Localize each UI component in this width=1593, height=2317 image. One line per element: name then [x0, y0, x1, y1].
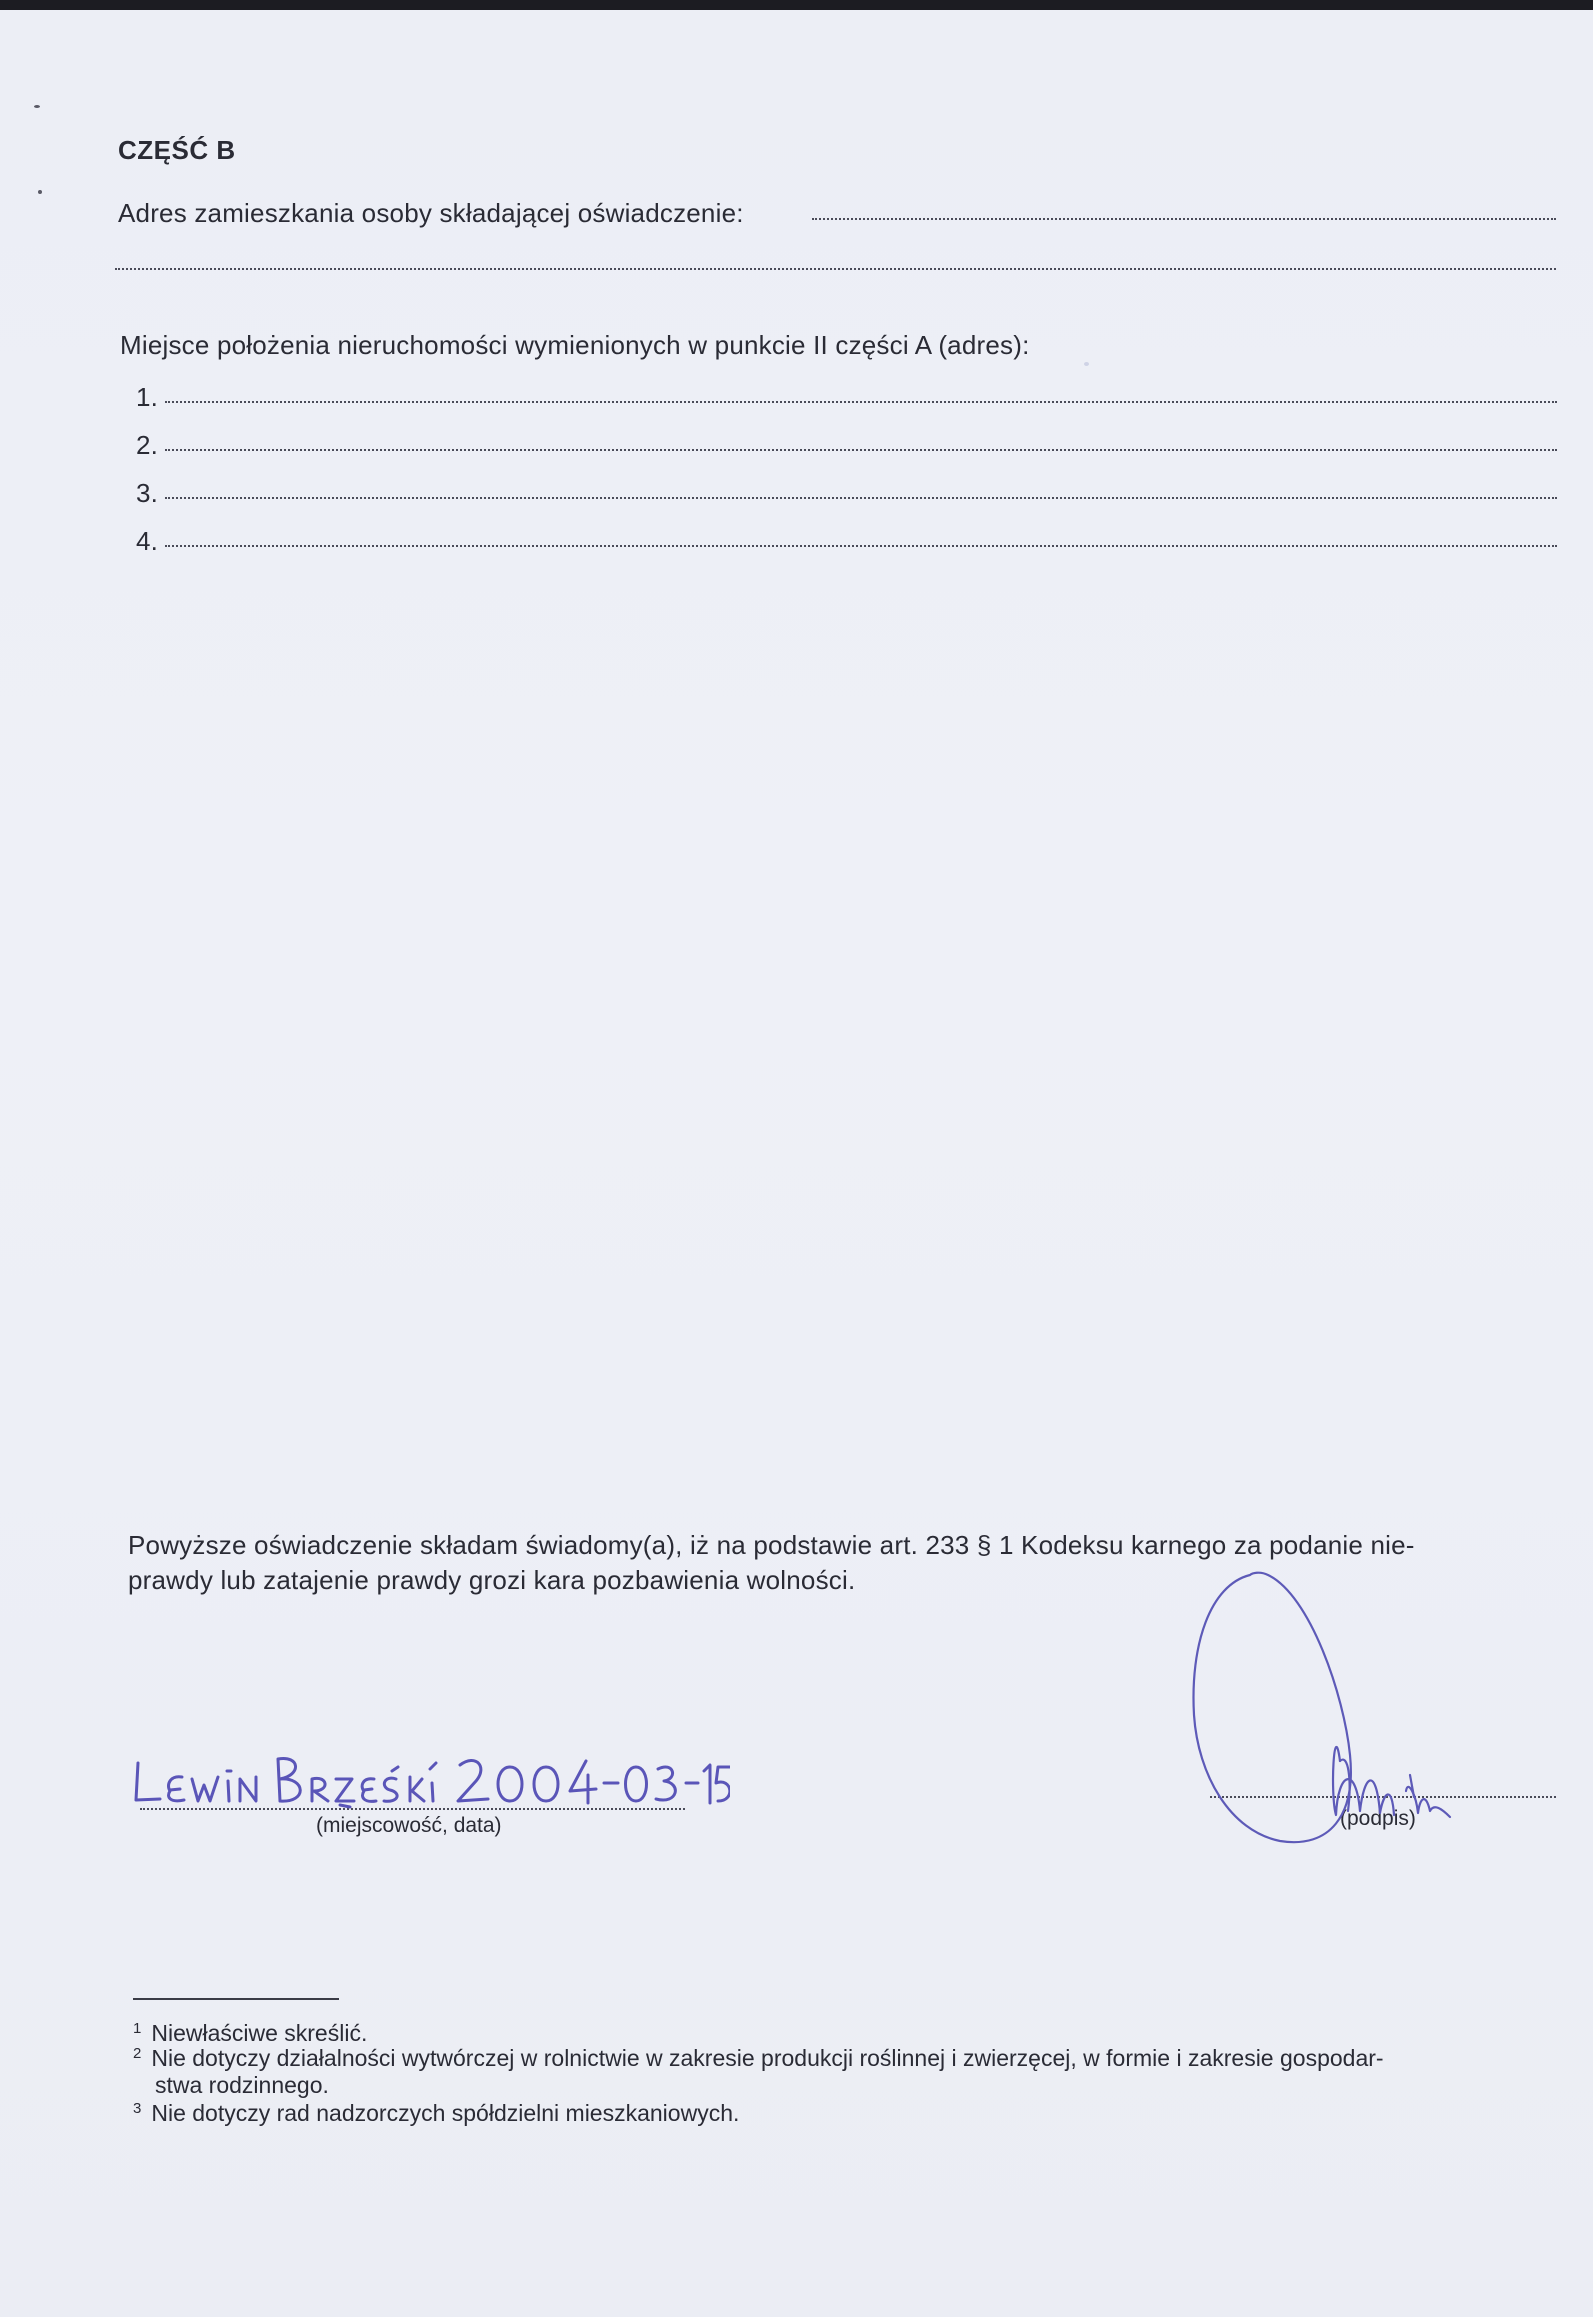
- section-heading: CZĘŚĆ B: [118, 135, 236, 165]
- footnote-number: 2: [133, 2045, 142, 2062]
- scan-speck: [34, 105, 40, 108]
- address-field-line-2: [115, 268, 1556, 270]
- place-date-caption: (miejscowość, data): [316, 1814, 502, 1837]
- property-field-line: [165, 401, 1557, 403]
- property-item-number: 1.: [136, 382, 159, 412]
- property-item-number: 2.: [136, 430, 159, 460]
- footnote-text: Nie dotyczy działalności wytwórczej w rolnictwie w zakresie produkcji roślinnej i zwierzęcej, w formie i zakresie gospodar-: [151, 2045, 1384, 2071]
- property-field-line: [165, 545, 1557, 547]
- property-label: Miejsce położenia nieruchomości wymienionych w punkcie II części A (adres):: [120, 330, 1030, 360]
- handwritten-signature: [1180, 1565, 1540, 1865]
- footnote-number: 3: [133, 2100, 142, 2117]
- property-field-line: [165, 449, 1557, 451]
- place-date-handwriting: [130, 1745, 730, 1820]
- footnote-divider: [133, 1998, 339, 2000]
- footnote-text: Nie dotyczy rad nadzorczych spółdzielni mieszkaniowych.: [151, 2100, 740, 2126]
- footnote-2-continuation: stwa rodzinnego.: [155, 2072, 329, 2098]
- property-field-line: [165, 497, 1557, 499]
- declaration-line-1: Powyższe oświadczenie składam świadomy(a), iż na podstawie art. 233 § 1 Kodeksu karnego za podanie nie-: [128, 1530, 1415, 1560]
- footnote-3: [133, 2100, 739, 2130]
- address-label: Adres zamieszkania osoby składającej oświadczenie:: [118, 198, 744, 228]
- declaration-line-2: prawdy lub zatajenie prawdy grozi kara pozbawienia wolności.: [128, 1565, 856, 1595]
- property-item-number: 3.: [136, 478, 159, 508]
- footnote-number: 1: [133, 2020, 142, 2037]
- footnote-2: [133, 2045, 1384, 2075]
- property-item-number: 4.: [136, 526, 159, 556]
- address-field-line-1: [812, 218, 1556, 220]
- footnote-text: Niewłaściwe skreślić.: [151, 2020, 368, 2046]
- signature-caption: (podpis): [1340, 1807, 1416, 1830]
- scan-speck: [1084, 362, 1089, 366]
- scan-top-edge: [0, 0, 1593, 10]
- scan-speck: [38, 190, 42, 194]
